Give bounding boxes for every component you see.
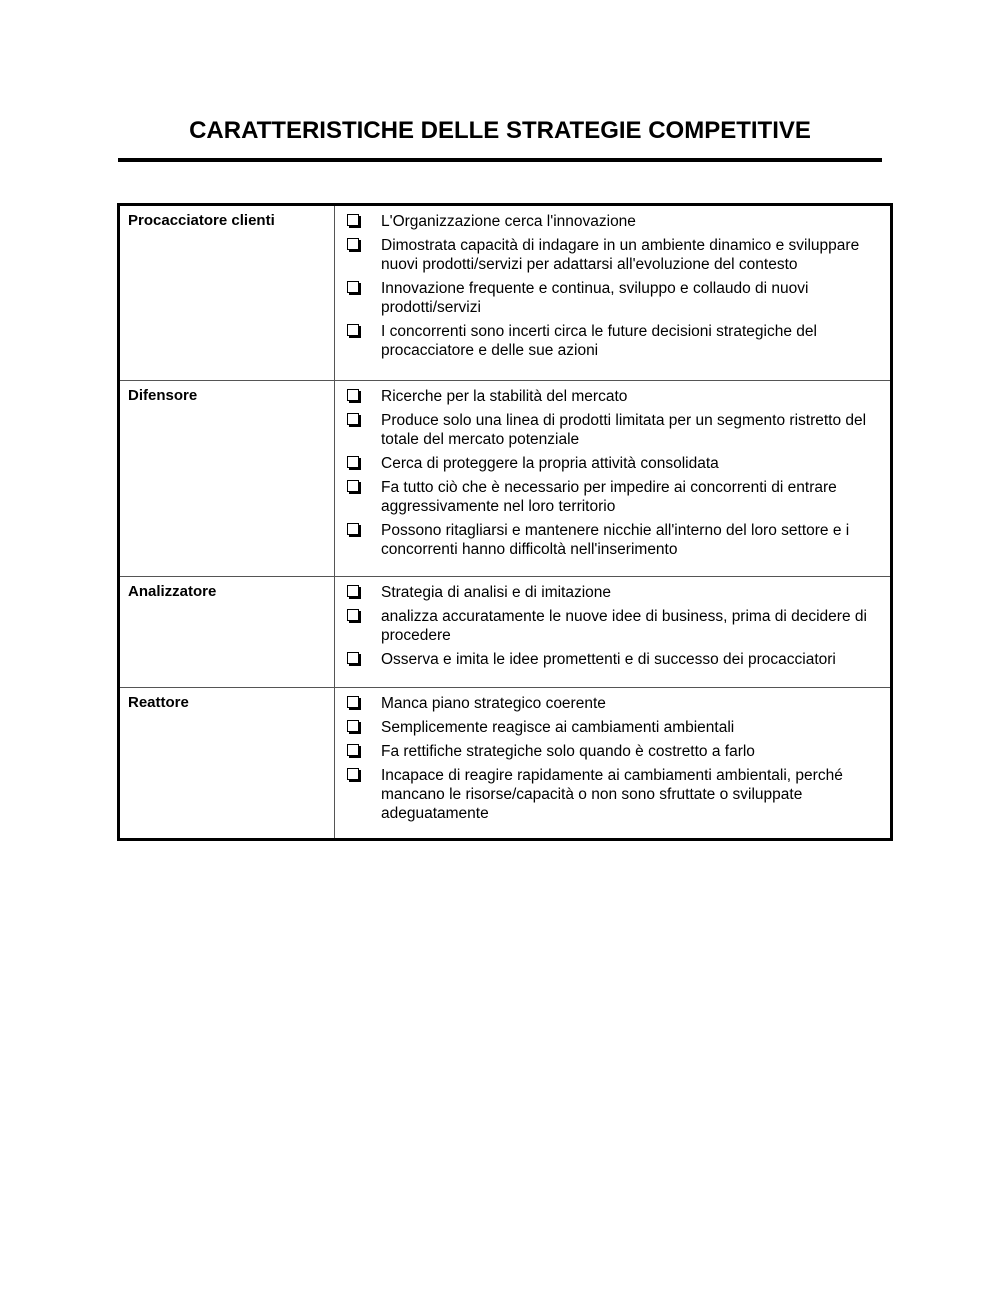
list-item [345, 454, 880, 473]
checkbox-icon[interactable] [347, 720, 359, 732]
checkbox-icon[interactable] [347, 324, 359, 336]
list-item [345, 718, 880, 737]
checkbox-icon[interactable] [347, 238, 359, 250]
characteristics-list [335, 688, 890, 838]
list-item [345, 478, 880, 516]
strategy-category: Analizzatore [120, 577, 335, 687]
characteristic-text: Produce solo una linea di prodotti limitata per un segmento ristretto del totale del mercato potenziale [381, 412, 867, 448]
list-item [345, 742, 880, 761]
characteristics-list [335, 577, 890, 687]
checkbox-icon[interactable] [347, 768, 359, 780]
table-row [120, 206, 890, 380]
characteristic-text: Semplicemente reagisce ai cambiamenti ambientali [381, 719, 735, 736]
list-item [345, 279, 880, 317]
characteristic-text: Incapace di reagire rapidamente ai cambiamenti ambientali, perché mancano le risorse/capacità o non sono sfruttate o sviluppate adeguatamente [381, 767, 843, 822]
characteristic-text: Ricerche per la stabilità del mercato [381, 388, 628, 405]
characteristics-list [335, 206, 890, 380]
list-item [345, 212, 880, 231]
list-item [345, 766, 880, 823]
characteristic-text: Cerca di proteggere la propria attività consolidata [381, 455, 719, 472]
characteristic-text: Strategia di analisi e di imitazione [381, 584, 612, 601]
checkbox-icon[interactable] [347, 413, 359, 425]
list-item [345, 387, 880, 406]
checkbox-icon[interactable] [347, 214, 359, 226]
table-row [120, 380, 890, 576]
checkbox-icon[interactable] [347, 609, 359, 621]
strategy-category: Reattore [120, 688, 335, 838]
list-item [345, 236, 880, 274]
list-item [345, 650, 880, 669]
characteristic-text: Innovazione frequente e continua, sviluppo e collaudo di nuovi prodotti/servizi [381, 280, 809, 316]
characteristic-text: Osserva e imita le idee promettenti e di successo dei procacciatori [381, 651, 836, 668]
checkbox-icon[interactable] [347, 523, 359, 535]
list-item [345, 322, 880, 360]
title-underline [118, 158, 882, 162]
characteristic-text: L'Organizzazione cerca l'innovazione [381, 213, 636, 230]
table-row [120, 687, 890, 838]
checkbox-icon[interactable] [347, 652, 359, 664]
list-item [345, 694, 880, 713]
strategy-category: Procacciatore clienti [120, 206, 335, 380]
characteristic-text: I concorrenti sono incerti circa le future decisioni strategiche del procacciatore e delle sue azioni [381, 323, 817, 359]
checkbox-icon[interactable] [347, 744, 359, 756]
checkbox-icon[interactable] [347, 389, 359, 401]
document-title: CARATTERISTICHE DELLE STRATEGIE COMPETITIVE [189, 117, 811, 144]
strategy-table [117, 203, 893, 841]
characteristic-text: Manca piano strategico coerente [381, 695, 606, 712]
characteristics-list [335, 381, 890, 576]
list-item [345, 583, 880, 602]
characteristic-text: Dimostrata capacità di indagare in un ambiente dinamico e sviluppare nuovi prodotti/servizi per adattarsi all'evoluzione del contesto [381, 237, 860, 273]
checkbox-icon[interactable] [347, 456, 359, 468]
strategy-category: Difensore [120, 381, 335, 576]
checkbox-icon[interactable] [347, 585, 359, 597]
characteristic-text: analizza accuratamente le nuove idee di business, prima di decidere di procedere [381, 608, 867, 644]
list-item [345, 521, 880, 559]
characteristic-text: Fa rettifiche strategiche solo quando è costretto a farlo [381, 743, 755, 760]
checkbox-icon[interactable] [347, 696, 359, 708]
characteristic-text: Possono ritagliarsi e mantenere nicchie all'interno del loro settore e i concorrenti hanno difficoltà nell'inserimento [381, 522, 850, 558]
list-item [345, 411, 880, 449]
checkbox-icon[interactable] [347, 281, 359, 293]
table-row [120, 576, 890, 687]
checkbox-icon[interactable] [347, 480, 359, 492]
list-item [345, 607, 880, 645]
characteristic-text: Fa tutto ciò che è necessario per impedire ai concorrenti di entrare aggressivamente nel loro territorio [381, 479, 837, 515]
